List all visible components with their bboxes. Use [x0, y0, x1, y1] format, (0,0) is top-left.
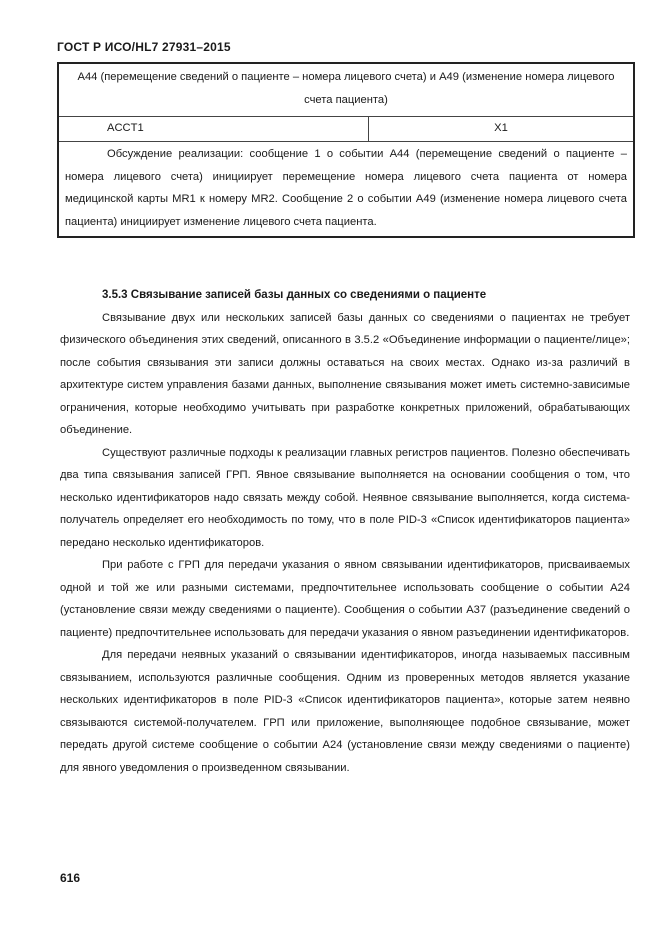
section-heading: 3.5.3 Связывание записей базы данных со сведениями о пациенте [102, 289, 487, 301]
table-codes-row [59, 117, 633, 142]
implementation-note: Обсуждение реализации: сообщение 1 о событии А44 (перемещение сведений о пациенте – номера лицевого счета) инициирует перемещение номера лицевого счета пациента от номера медицинской карты MR1 к номеру MR2. Сообщение 2 о событии А49 (изменение номера лицевого счета пациента) инициирует изменение лицевого счета пациента. [65, 148, 627, 228]
message-table [57, 62, 635, 238]
value-code-cell: X1 [494, 122, 508, 134]
page-number: 616 [60, 871, 81, 885]
table-title-row: А44 (перемещение сведений о пациенте – номера лицевого счета) и А49 (изменение номера лицевого счета пациента) [59, 64, 633, 117]
paragraph-1: Связывание двух или нескольких записей базы данных со сведениями о пациентах не требует физического объединения этих сведений, описанного в 3.5.2 «Объединение информации о пациенте/лице»; после события связывания эти записи должны оставаться на своих местах. Однако из-за различий в архитектуре систем управления базами данных, выполнение связывания может иметь системно-зависимые ограничения, которые необходимо учитывать при разработке конкретных приложений, обрабатывающих объединение. [60, 311, 630, 436]
paragraph-2: Существуют различные подходы к реализации главных регистров пациентов. Полезно обеспечивать два типа связывания записей ГРП. Явное связывание выполняется на основании сообщения о том, что несколько идентификаторов надо связать между собой. Неявное связывание выполняется, когда система-получатель определяет его необходимость по тому, что в поле PID-3 «Список идентификаторов пациента» передано несколько идентификаторов. [60, 446, 630, 549]
table-note-row [59, 142, 633, 236]
account-code-cell: ACCT1 [59, 117, 369, 141]
section-3-5-3 [60, 284, 630, 779]
paragraph-4: Для передачи неявных указаний о связывании идентификаторов, иногда называемых пассивным связыванием, используются различные сообщения. Одним из проверенных методов является указание нескольких идентификаторов в поле PID-3 «Список идентификаторов пациента», которые затем неявно связываются системой-получателем. ГРП или приложение, выполняющее подобное связывание, может передать другой системе сообщение о событии А24 (установление связи между сведениями о пациенте) для явного уведомления о произведенном связывании. [60, 649, 630, 774]
paragraph-3: При работе с ГРП для передачи указания о явном связывании идентификаторов, присваиваемых одной и той же или разными системами, предпочтительнее использовать сообщение о событии А24 (установление связи между сведениями о пациенте). Сообщения о событии А37 (разъединение сведений о пациенте) предпочтительнее использовать для передачи указания о явном разъединении идентификаторов. [60, 559, 630, 639]
document-header: ГОСТ Р ИСО/HL7 27931–2015 [57, 40, 231, 54]
